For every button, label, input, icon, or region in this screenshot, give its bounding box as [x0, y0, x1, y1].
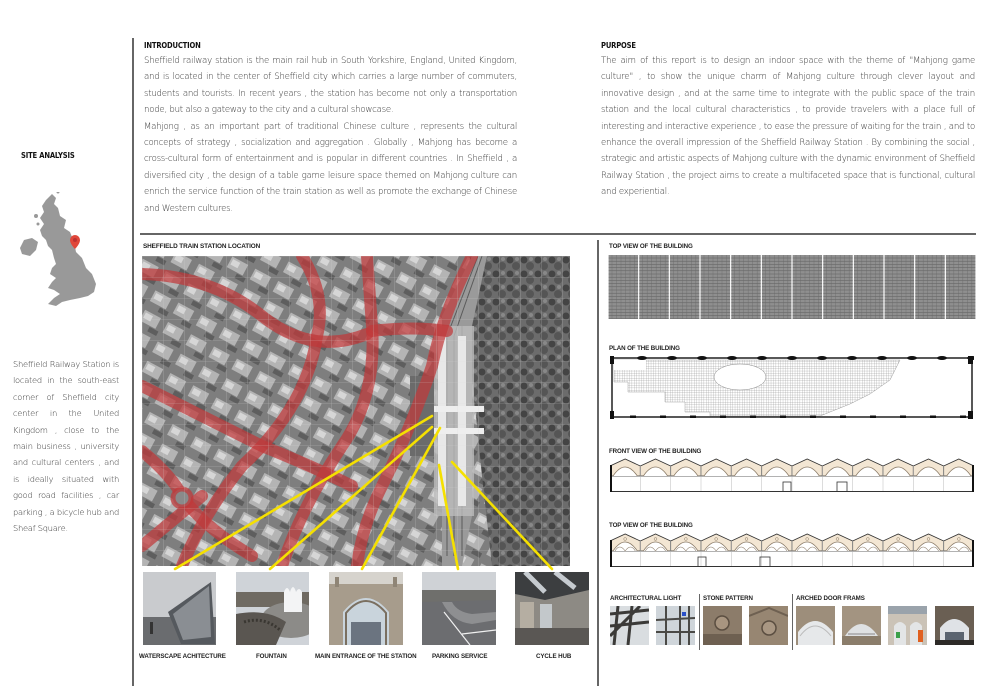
top-view-2-label: TOP VIEW OF THE BUILDING [609, 522, 693, 529]
introduction-paragraph-1: Sheffield railway station is the main rail hub in South Yorkshire, England, United Kingdom, and is located in the center of Sheffield city which carries a large number of commuters, students and tourists. In recent years , the station has become not only a transportation node, but also a gateway to the city and a cultural showcase. [144, 56, 517, 116]
caption-main-entrance: MAIN ENTRANCE OF THE STATION [315, 653, 417, 660]
roof-panel [885, 255, 914, 319]
roof-panel [854, 255, 883, 319]
site-analysis-description: Sheffield Railway Station is located in the south-east corner of Sheffield city center in the United Kingdom , close to the main business , university and cultural centers , and is ideally situated with good road facilities , car parking , a bicycle hub and Sheaf Square. [13, 359, 119, 534]
detail-divider-1 [699, 594, 700, 650]
introduction-section [144, 53, 517, 217]
photo-parking-service [422, 572, 496, 645]
purpose-paragraph: The aim of this report is to design an indoor space with the theme of "Mahjong game culture" , to show the unique charm of Mahjong culture through clever layout and innovative design , and at the same time to integrate with the public space of the train station and the local cultural characteristics , to provide travelers with a place full of interesting and interactive experience , to ease the pressure of waiting for the train , and to enhance the overall impression of the Sheffield Railway Station . By combining the social , strategic and artistic aspects of Mahjong culture with the dynamic environment of Sheffield Railway Station , the project aims to create a multifaceted space that is functional, cultural and experiential. [601, 56, 975, 198]
photo-main-entrance [329, 572, 403, 645]
roof-panel [793, 255, 822, 319]
detail-label-architectural-light: ARCHITECTURAL LIGHT [610, 595, 682, 602]
roof-panel [731, 255, 760, 319]
roof-panel [701, 255, 730, 319]
detail-photo-stone-2 [749, 606, 788, 645]
photo-waterscape-architecture [143, 572, 216, 645]
left-divider [132, 38, 134, 686]
photo-fountain [236, 572, 309, 645]
front-view-label: FRONT VIEW OF THE BUILDING [609, 448, 702, 455]
detail-photo-arch-3 [888, 606, 927, 645]
detail-photo-light-2 [656, 606, 695, 645]
roof-panel [609, 255, 638, 319]
caption-parking: PARKING SERVICE [432, 653, 488, 660]
roof-panel [946, 255, 975, 319]
caption-waterscape: WATERSCAPE ACHITECTURE [139, 653, 226, 660]
caption-fountain: FOUNTAIN [256, 653, 287, 660]
detail-photo-arch-1 [796, 606, 835, 645]
purpose-heading: PURPOSE [601, 41, 636, 50]
purpose-section [601, 53, 975, 201]
roof-panel [915, 255, 944, 319]
roof-panel [670, 255, 699, 319]
front-view-drawing [610, 458, 974, 492]
detail-photo-stone-1 [703, 606, 742, 645]
uk-map-icon [18, 192, 103, 310]
aerial-map-graphic [142, 256, 570, 566]
top-view-1-label: TOP VIEW OF THE BUILDING [609, 243, 693, 250]
introduction-paragraph-2: Mahjong , as an important part of traditional Chinese culture , represents the cultural concepts of strategy , socialization and aggregation . Globally , Mahjong has become a cross-cultural form of entertainment and is popular in different countries . In Sheffield , a diversified city , the design of a table game leisure space themed on Mahjong culture can enrich the service function of the train station as well as promote the exchange of Chinese and Western cultures. [144, 121, 517, 214]
site-analysis-heading: SITE ANALYSIS [21, 151, 75, 160]
caption-cycle-hub: CYCLE HUB [536, 653, 572, 660]
detail-photo-arch-2 [842, 606, 881, 645]
detail-divider-2 [792, 594, 793, 650]
roof-panel [823, 255, 852, 319]
aerial-map [142, 256, 570, 566]
detail-label-arched-door-frams: ARCHED DOOR FRAMS [796, 595, 865, 602]
roof-panel [639, 255, 668, 319]
roof-panel [762, 255, 791, 319]
detail-photo-light-1 [610, 606, 649, 645]
detail-photo-arch-4 [935, 606, 974, 645]
section-divider [140, 233, 976, 235]
top-view-2-drawing [610, 533, 974, 567]
location-heading: SHEFFIELD TRAIN STATION LOCATION [143, 243, 261, 250]
plan-drawing [610, 354, 974, 420]
top-view-1-drawing [608, 255, 976, 319]
plan-label: PLAN OF THE BUILDING [609, 345, 680, 352]
detail-label-stone-pattern: STONE PATTERN [703, 595, 753, 602]
middle-divider [597, 240, 599, 686]
introduction-heading: INTRODUCTION [144, 41, 201, 50]
photo-cycle-hub [515, 572, 589, 645]
